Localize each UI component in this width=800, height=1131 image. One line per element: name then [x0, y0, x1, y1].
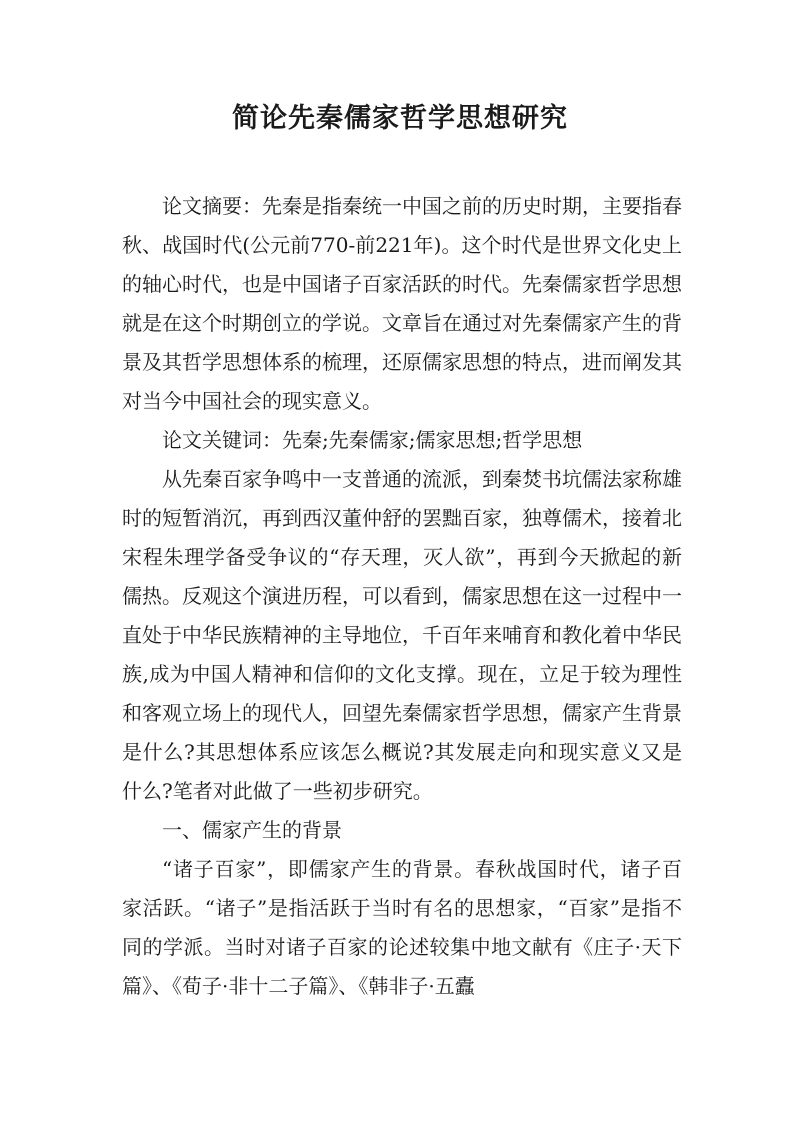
intro-paragraph: 从先秦百家争鸣中一支普通的流派，到秦焚书坑儒法家称雄时的短暂消沉，再到西汉董仲舒的罢黜百家，独尊儒术，接着北宋程朱理学备受争议的“存天理，灭人欲”，再到今天掀起的新儒热。反观这个演进历程，可以看到，儒家思想在这一过程中一直处于中华民族精神的主导地位，千百年来哺育和教化着中华民族,成为中国人精神和信仰的文化支撑。现在，立足于较为理性和客观立场上的现代人，回望先秦儒家哲学思想，儒家产生背景是什么?其思想体系应该怎么概说?其发展走向和现实意义又是什么?笔者对此做了一些初步研究。 — [122, 467, 682, 803]
document-title: 简论先秦儒家哲学思想研究 — [232, 103, 568, 134]
keywords-paragraph: 论文关键词：先秦;先秦儒家;儒家思想;哲学思想 — [162, 428, 583, 452]
section-paragraph: “诸子百家”，即儒家产生的背景。春秋战国时代，诸子百家活跃。“诸子”是指活跃于当时有名的思想家，“百家”是指不同的学派。当时对诸子百家的论述较集中地文献有《庄子·天下篇》、《荀子·非十二子篇》、《韩非子·五蠹 — [122, 857, 682, 998]
section-heading: 一、儒家产生的背景 — [162, 818, 342, 842]
document-body — [122, 187, 682, 1006]
abstract-paragraph: 论文摘要：先秦是指秦统一中国之前的历史时期，主要指春秋、战国时代(公元前770-前221年)。这个时代是世界文化史上的轴心时代，也是中国诸子百家活跃的时代。先秦儒家哲学思想就是在这个时期创立的学说。文章旨在通过对先秦儒家产生的背景及其哲学思想体系的梳理，还原儒家思想的特点，进而阐发其对当今中国社会的现实意义。 — [122, 194, 682, 413]
